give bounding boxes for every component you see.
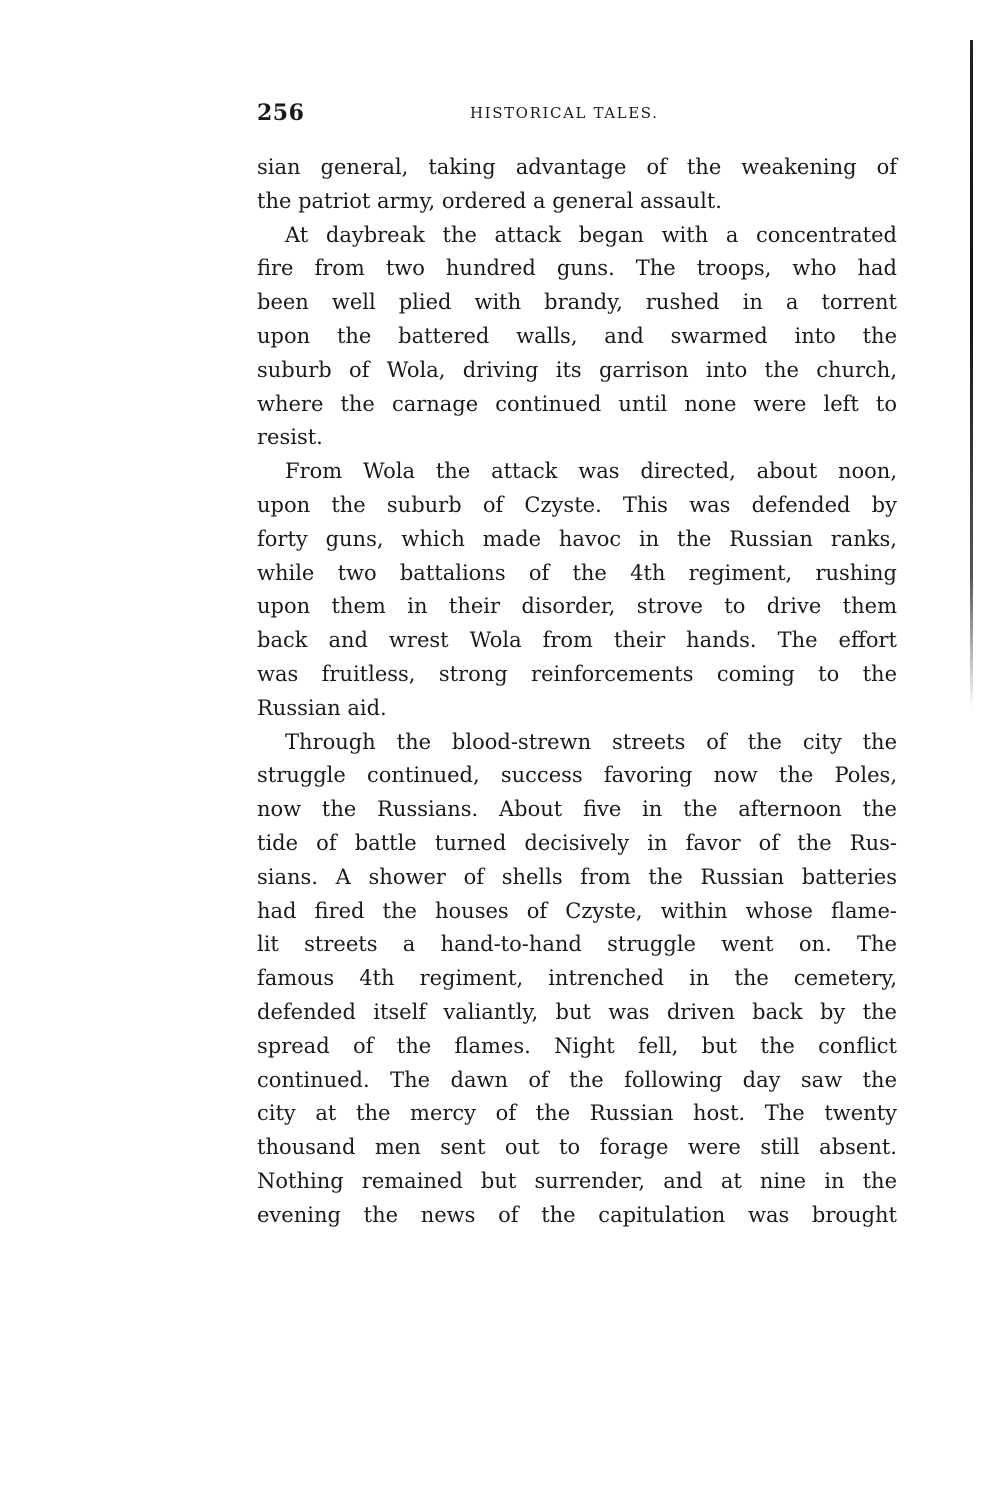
text-line: suburb of Wola, driving its garrison into the church,	[257, 357, 897, 382]
text-line: been well plied with brandy, rushed in a torrent	[257, 290, 897, 315]
text-line: fire from two hundred guns. The troops, who had	[257, 256, 897, 281]
text-line: Through the blood-strewn streets of the city the	[285, 729, 897, 754]
text-line: sians. A shower of shells from the Russian batteries	[257, 864, 897, 889]
running-title: HISTORICAL TALES.	[470, 104, 659, 122]
text-line: upon them in their disorder, strove to drive them	[257, 594, 897, 619]
text-line: the patriot army, ordered a general assault.	[257, 188, 722, 213]
text-line: struggle continued, success favoring now the Poles,	[257, 763, 897, 788]
text-line: lit streets a hand-to-hand struggle went on. The	[257, 932, 897, 957]
text-line: while two battalions of the 4th regiment, rushing	[257, 560, 897, 585]
text-line: continued. The dawn of the following day saw the	[257, 1067, 897, 1092]
text-line: defended itself valiantly, but was driven back by the	[257, 999, 897, 1024]
text-line: where the carnage continued until none were left to	[257, 391, 897, 416]
text-line: From Wola the attack was directed, about noon,	[285, 459, 897, 484]
body-text	[257, 151, 897, 1233]
text-line: resist.	[257, 425, 323, 450]
text-line: evening the news of the capitulation was brought	[257, 1202, 897, 1227]
text-line: famous 4th regiment, intrenched in the cemetery,	[257, 966, 897, 991]
text-line: city at the mercy of the Russian host. The twenty	[257, 1101, 897, 1126]
text-line: now the Russians. About five in the afternoon the	[257, 797, 897, 822]
text-line: forty guns, which made havoc in the Russian ranks,	[257, 526, 897, 551]
text-line: had fired the houses of Czyste, within whose flame-	[257, 898, 897, 923]
text-line: back and wrest Wola from their hands. The effort	[257, 628, 897, 653]
text-line: upon the battered walls, and swarmed into the	[257, 323, 897, 348]
text-line: Nothing remained but surrender, and at nine in the	[257, 1168, 897, 1193]
text-line: upon the suburb of Czyste. This was defended by	[257, 492, 897, 517]
binding-edge-shadow	[970, 40, 973, 710]
text-line: tide of battle turned decisively in favor of the Rus-	[257, 830, 897, 855]
text-line: Russian aid.	[257, 695, 387, 720]
text-line: spread of the flames. Night fell, but the conflict	[257, 1033, 897, 1058]
text-line: was fruitless, strong reinforcements coming to the	[257, 661, 897, 686]
text-line: sian general, taking advantage of the weakening of	[257, 155, 897, 179]
text-line: At daybreak the attack began with a concentrated	[285, 222, 897, 247]
page-number: 256	[257, 100, 305, 126]
running-head	[257, 100, 897, 134]
text-line: thousand men sent out to forage were still absent.	[257, 1135, 897, 1160]
